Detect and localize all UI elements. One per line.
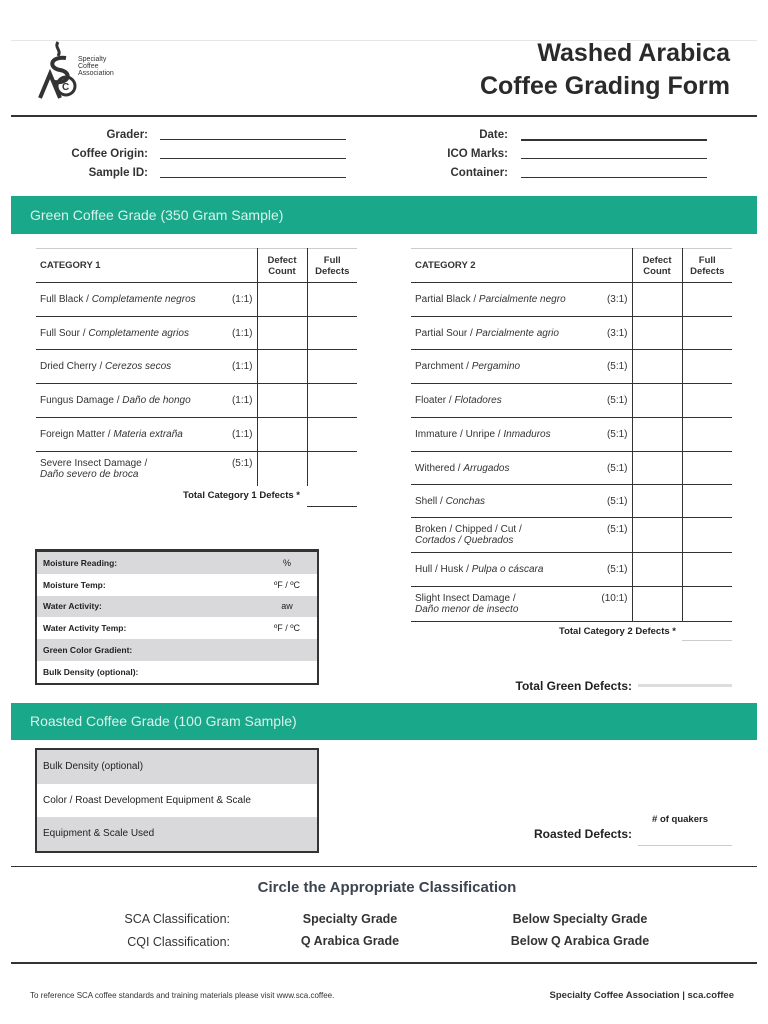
defect-ratio: (5:1) — [606, 495, 628, 507]
container-field[interactable] — [521, 177, 707, 178]
total-category-2-field[interactable] — [682, 640, 732, 641]
moisture-panel — [35, 549, 319, 685]
defect-ratio: (5:1) — [606, 361, 628, 372]
roasted-coffee-grade-band — [11, 703, 757, 740]
table-row — [36, 384, 357, 418]
sca-logo — [36, 40, 126, 100]
page-title — [480, 37, 730, 103]
roasted-row-label: Color / Roast Development Equipment & Scale — [43, 794, 251, 806]
logo-line-1: Specialty — [78, 56, 107, 63]
defect-name-es: Daño de hongo — [122, 395, 191, 406]
header-divider — [11, 115, 757, 117]
defect-ratio: (1:1) — [231, 294, 253, 305]
moisture-temp-row[interactable] — [37, 574, 317, 596]
moisture-reading-row[interactable] — [37, 552, 317, 574]
defect-name: Parchment / — [415, 361, 472, 372]
defect-name: Slight Insect Damage / — [415, 593, 516, 604]
roasted-defects-label: Roasted Defects: — [533, 827, 632, 841]
defect-count-header: Defect Count — [632, 249, 682, 283]
ico-marks-field[interactable] — [521, 158, 707, 159]
grader-label: Grader: — [106, 129, 148, 141]
defect-ratio: (3:1) — [606, 327, 628, 339]
defect-name: Hull / Husk / — [415, 564, 472, 575]
full-defects-cell[interactable] — [682, 283, 732, 317]
classification-heading: Circle the Appropriate Classification — [257, 879, 517, 896]
table-row — [411, 518, 732, 553]
footer-note: To reference SCA coffee standards and training materials please visit www.sca.coffee. — [30, 991, 335, 1000]
coffee-origin-field[interactable] — [160, 158, 346, 159]
table-row — [36, 350, 357, 384]
defect-name-es: Inmaduros — [503, 429, 551, 440]
water-activity-row[interactable] — [37, 596, 317, 618]
table-row — [411, 452, 732, 485]
moisture-unit: ºF / ºC — [273, 579, 301, 590]
roasted-band-title: Roasted Coffee Grade (100 Gram Sample) — [30, 713, 297, 729]
full-defects-cell[interactable] — [682, 553, 732, 587]
table-row — [411, 283, 732, 317]
date-label: Date: — [479, 129, 508, 141]
classification-top-rule — [11, 866, 757, 867]
roasted-bulk-density-row[interactable] — [37, 750, 317, 784]
moisture-label: Moisture Reading: — [43, 557, 118, 568]
defect-count-cell[interactable] — [257, 283, 307, 317]
defect-name: Withered / — [415, 462, 464, 474]
bulk-density-row[interactable] — [37, 661, 317, 683]
roasted-defects-field[interactable] — [638, 845, 732, 846]
full-defects-cell[interactable] — [307, 452, 357, 486]
defect-name-es: Pulpa o cáscara — [471, 564, 544, 575]
table-row — [411, 485, 732, 518]
defect-name-es: Completamente negros — [91, 294, 196, 305]
defect-ratio: (5:1) — [231, 457, 253, 469]
grader-field[interactable] — [160, 139, 346, 140]
defect-name: Dried Cherry / — [40, 361, 106, 372]
table-row — [36, 418, 357, 452]
defect-count-cell[interactable] — [632, 317, 682, 350]
defect-name-es: Parcialmente agrio — [475, 327, 559, 339]
roasted-row-label: Bulk Density (optional) — [43, 761, 144, 773]
defect-count-cell[interactable] — [632, 518, 682, 553]
defect-ratio: (5:1) — [606, 462, 628, 474]
logo-line-3: Association — [78, 70, 114, 77]
title-line-1: Washed Arabica — [537, 39, 730, 67]
full-defects-cell[interactable] — [682, 485, 732, 518]
defect-name-es: Pergamino — [471, 361, 521, 372]
defect-name: Full Black / — [40, 294, 92, 305]
full-defects-cell[interactable] — [307, 350, 357, 384]
defect-name: Foreign Matter / — [40, 429, 114, 440]
defect-name-es: Parcialmente negro — [478, 294, 566, 305]
defect-count-cell[interactable] — [257, 384, 307, 418]
green-coffee-grade-band — [11, 196, 757, 234]
defect-ratio: (5:1) — [606, 564, 628, 575]
roast-development-row[interactable] — [37, 784, 317, 818]
defect-name-es: Daño menor de insecto — [415, 604, 519, 615]
defect-name-es: Conchas — [445, 495, 486, 507]
footer-brand: Specialty Coffee Association | sca.coffee — [549, 990, 734, 1001]
moisture-unit: % — [282, 557, 291, 568]
defect-name: Fungus Damage / — [40, 395, 123, 406]
ico-marks-label: ICO Marks: — [447, 148, 508, 160]
defect-name-es: Materia extraña — [113, 429, 183, 440]
logo-line-2: Coffee — [78, 63, 99, 70]
full-defects-cell[interactable] — [682, 384, 732, 418]
defect-name-es: Completamente agrios — [88, 327, 189, 339]
defect-name: Partial Sour / — [415, 327, 476, 339]
defect-count-cell[interactable] — [257, 418, 307, 452]
defect-ratio: (5:1) — [606, 429, 628, 440]
defect-ratio: (1:1) — [231, 395, 253, 406]
svg-text:C: C — [62, 82, 70, 93]
defect-name: Broken / Chipped / Cut / — [415, 524, 522, 535]
coffee-origin-label: Coffee Origin: — [71, 148, 148, 160]
defect-name-es: Arrugados — [463, 462, 510, 474]
sample-id-label: Sample ID: — [88, 167, 148, 179]
defect-count-cell[interactable] — [257, 350, 307, 384]
footer-rule — [11, 962, 757, 964]
moisture-label: Water Activity Temp: — [43, 623, 127, 634]
moisture-label: Moisture Temp: — [43, 579, 106, 590]
green-band-title: Green Coffee Grade (350 Gram Sample) — [30, 207, 284, 223]
category-1-table — [36, 248, 357, 486]
defect-ratio: (5:1) — [606, 395, 628, 406]
defect-name: Shell / — [415, 495, 446, 507]
full-defects-cell[interactable] — [682, 587, 732, 622]
below-q-arabica-grade-option[interactable]: Below Q Arabica Grade — [510, 934, 650, 948]
defect-count-cell[interactable] — [632, 384, 682, 418]
defect-ratio: (10:1) — [601, 593, 628, 604]
category-1-header — [36, 249, 357, 283]
total-category-1-field[interactable] — [307, 506, 357, 507]
table-row — [411, 587, 732, 622]
roasted-row-label: Equipment & Scale Used — [43, 828, 155, 840]
total-green-defects-label: Total Green Defects: — [515, 679, 632, 693]
defect-count-cell[interactable] — [632, 553, 682, 587]
defect-count-cell[interactable] — [632, 418, 682, 452]
moisture-label: Bulk Density (optional): — [43, 666, 139, 677]
defect-name: Immature / Unripe / — [415, 429, 504, 440]
date-field[interactable] — [521, 139, 707, 141]
total-category-1-label: Total Category 1 Defects * — [182, 490, 300, 501]
defect-count-cell[interactable] — [632, 350, 682, 384]
defect-name-es: Daño severo de broca — [40, 468, 139, 480]
defect-count-cell[interactable] — [632, 587, 682, 622]
category-2-title: CATEGORY 2 — [415, 260, 476, 271]
full-defects-cell[interactable] — [682, 518, 732, 553]
table-row — [411, 317, 732, 350]
water-activity-temp-row[interactable] — [37, 617, 317, 639]
full-defects-header: Full Defects — [682, 249, 732, 283]
moisture-unit: ºF / ºC — [273, 623, 301, 634]
moisture-label: Water Activity: — [43, 601, 102, 612]
quakers-label: # of quakers — [652, 814, 708, 825]
defect-ratio: (3:1) — [606, 294, 628, 305]
container-label: Container: — [450, 167, 508, 179]
total-category-2-label: Total Category 2 Defects * — [558, 626, 676, 637]
full-defects-header: Full Defects — [307, 249, 357, 283]
table-row — [36, 283, 357, 317]
defect-ratio: (1:1) — [231, 429, 253, 440]
sample-id-field[interactable] — [160, 177, 346, 178]
sca-classification-label: SCA Classification: — [124, 912, 230, 926]
table-row — [36, 452, 357, 486]
table-row — [411, 418, 732, 452]
full-defects-cell[interactable] — [307, 384, 357, 418]
total-green-defects-field[interactable] — [638, 684, 732, 687]
defect-count-cell[interactable] — [257, 317, 307, 350]
below-specialty-grade-option[interactable]: Below Specialty Grade — [512, 912, 648, 926]
equipment-scale-row[interactable] — [37, 817, 317, 851]
defect-count-cell[interactable] — [632, 485, 682, 518]
defect-count-cell[interactable] — [257, 452, 307, 486]
table-row — [411, 553, 732, 587]
title-line-2: Coffee Grading Form — [479, 72, 730, 100]
defect-name: Full Sour / — [40, 327, 89, 339]
table-row — [411, 384, 732, 418]
cqi-classification-label: CQI Classification: — [127, 935, 230, 949]
roasted-panel — [35, 748, 319, 853]
category-2-table — [411, 248, 732, 622]
q-arabica-grade-option[interactable]: Q Arabica Grade — [300, 934, 400, 948]
defect-ratio: (1:1) — [231, 361, 253, 372]
green-color-gradient-row[interactable] — [37, 639, 317, 661]
defect-name-es: Flotadores — [454, 395, 502, 406]
full-defects-cell[interactable] — [307, 317, 357, 350]
defect-count-header: Defect Count — [257, 249, 307, 283]
specialty-grade-option[interactable]: Specialty Grade — [302, 912, 398, 926]
full-defects-cell[interactable] — [682, 452, 732, 485]
table-row — [36, 317, 357, 350]
full-defects-cell[interactable] — [307, 283, 357, 317]
full-defects-cell[interactable] — [682, 350, 732, 384]
defect-name: Severe Insect Damage / — [40, 457, 148, 469]
defect-name: Floater / — [415, 395, 455, 406]
moisture-label: Green Color Gradient: — [43, 645, 133, 656]
full-defects-cell[interactable] — [307, 418, 357, 452]
defect-name: Partial Black / — [415, 294, 479, 305]
defect-count-cell[interactable] — [632, 452, 682, 485]
defect-ratio: (1:1) — [231, 327, 253, 339]
moisture-unit: aw — [281, 601, 293, 612]
defect-ratio: (5:1) — [606, 524, 628, 535]
full-defects-cell[interactable] — [682, 418, 732, 452]
table-row — [411, 350, 732, 384]
full-defects-cell[interactable] — [682, 317, 732, 350]
category-2-header — [411, 249, 732, 283]
defect-name-es: Cortados / Quebrados — [415, 535, 514, 546]
defect-name-es: Cerezos secos — [105, 361, 172, 372]
defect-count-cell[interactable] — [632, 283, 682, 317]
category-1-title: CATEGORY 1 — [40, 260, 101, 271]
